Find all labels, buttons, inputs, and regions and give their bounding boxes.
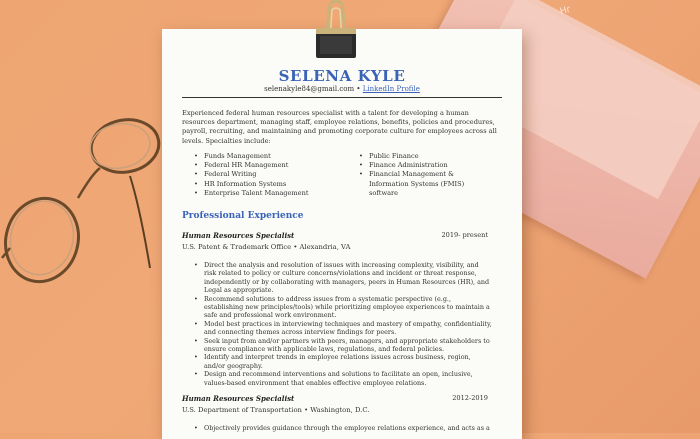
- skill-item: • Enterprise Talent Management: [192, 189, 342, 198]
- job-bullet: • Seek input from and/or partners with peers, managers, and appropriate stakeholders to ensure compliance with applicable laws, regulations, and federal policies.: [192, 337, 492, 354]
- binder-clip-icon: [310, 0, 362, 62]
- skill-item: • HR Information Systems: [192, 180, 342, 189]
- job-bullet: • Objectively provides guidance through the employee relations experience, and acts as a: [192, 424, 492, 432]
- job-title: Human Resources Specialist: [182, 231, 295, 240]
- linkedin-link[interactable]: LinkedIn Profile: [362, 85, 420, 93]
- skill-item: • Funds Management: [192, 152, 342, 161]
- contact-line: [162, 85, 522, 93]
- skill-item: • Federal Writing: [192, 170, 342, 179]
- skill-item: • Financial Management & Information Systems (FMIS) software: [357, 170, 492, 198]
- job-bullet: • Identify and interpret trends in employee relations issues across business, region, and/or geography.: [192, 353, 492, 370]
- skill-item: • Finance Administration: [357, 161, 492, 170]
- resume-page: [162, 29, 522, 439]
- folder-mark: Hr: [558, 4, 572, 18]
- email-text: selenakyle84@gmail.com: [264, 85, 355, 93]
- job-title: Human Resources Specialist: [182, 394, 295, 403]
- job-organization: U.S. Department of Transportation • Washington, D.C.: [182, 406, 370, 414]
- eyeglasses-icon: [0, 108, 170, 308]
- skills-list-right: [357, 152, 492, 198]
- skill-item: • Public Finance: [357, 152, 492, 161]
- job-bullet: • Recommend solutions to address issues from a systematic perspective (e.g., establishing new principles/tools) while prioritizing employee experiences to maintain a safe and professional work environment.: [192, 295, 492, 320]
- job-bullets: [192, 424, 492, 432]
- summary-paragraph: Experienced federal human resources specialist with a talent for developing a human resources department, managing staff, employee relations, benefits, policies and procedures, payroll, recruiting, and maintaining and promoting corporate culture for employees across all levels. Specialties include:: [182, 109, 497, 145]
- skill-item: • Federal HR Management: [192, 161, 342, 170]
- job-dates: 2012-2019: [452, 394, 488, 402]
- section-heading-experience: Professional Experience: [182, 211, 304, 221]
- job-bullet: • Design and recommend interventions and solutions to facilitate an open, inclusive, values-based environment that enables effective employee relations.: [192, 370, 492, 387]
- job-bullet: • Model best practices in interviewing techniques and mastery of empathy, confidentiality, and connecting themes across interview findings for peers.: [192, 320, 492, 337]
- skills-list-left: [192, 152, 342, 198]
- header-divider: [182, 97, 502, 98]
- job-dates: 2019- present: [441, 231, 488, 239]
- job-organization: U.S. Patent & Trademark Office • Alexandria, VA: [182, 243, 351, 251]
- resume-name: SELENA KYLE: [278, 67, 406, 85]
- job-bullet: • Direct the analysis and resolution of issues with increasing complexity, visibility, and risk related to policy or culture concerns/violations and incident or threat response, independently or by collaborating with managers, peers in Human Resources (HR), and Legal as appropriate.: [192, 261, 492, 295]
- contact-separator: •: [356, 85, 361, 93]
- job-bullets: [192, 261, 492, 387]
